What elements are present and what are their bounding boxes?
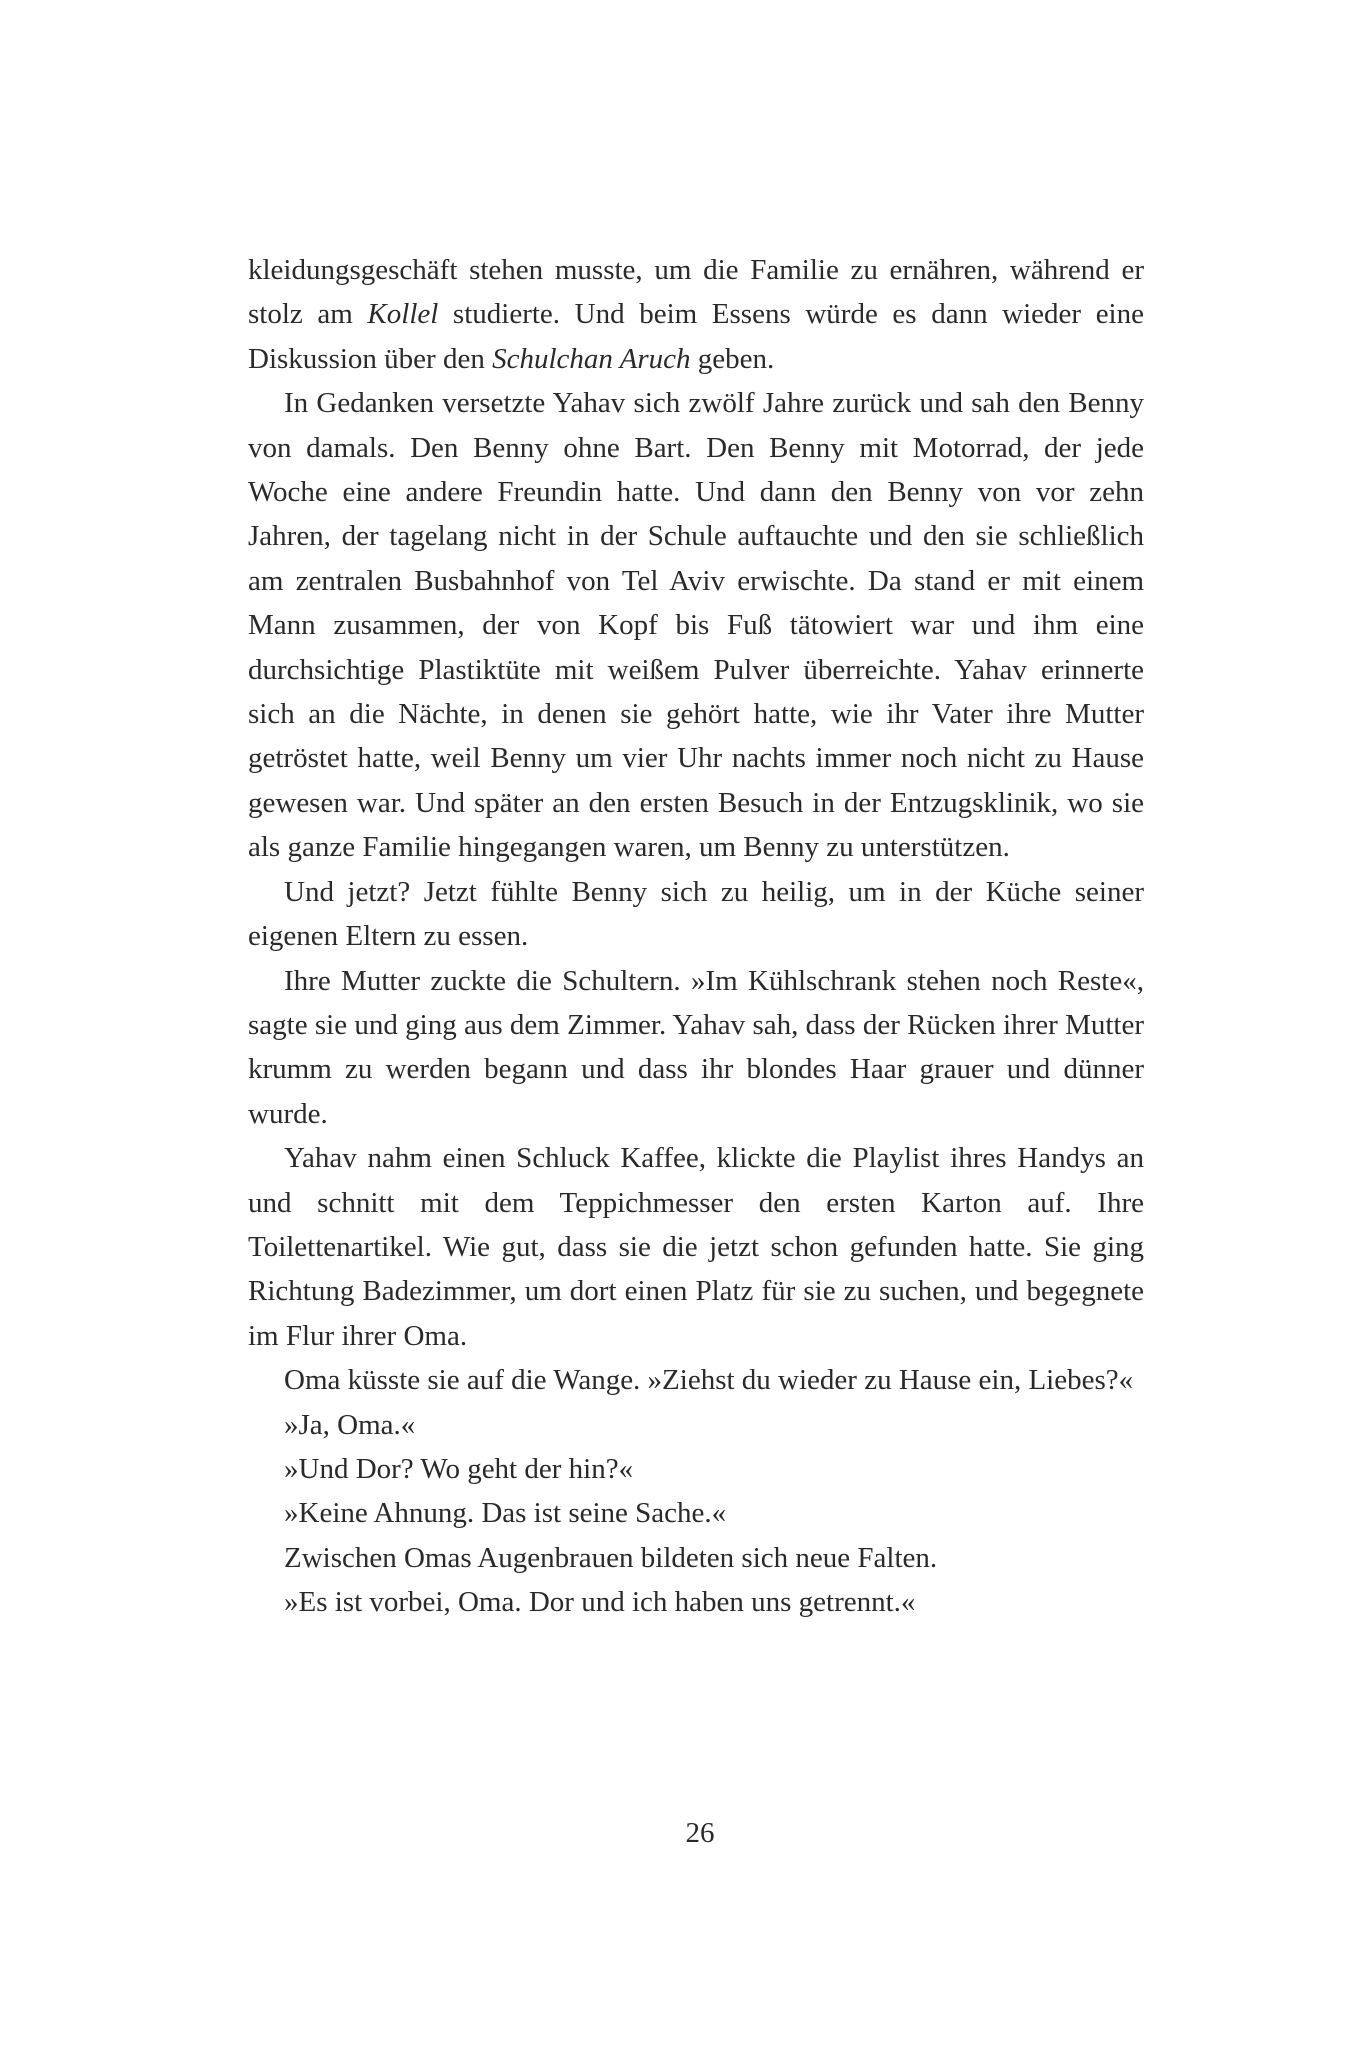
text-segment: Oma küsste sie auf die Wange. »Ziehst du wieder zu Hause ein, Liebes?« — [284, 1364, 1134, 1397]
body-text — [248, 248, 1144, 1625]
text-segment: Zwischen Omas Augenbrauen bildeten sich neue Falten. — [284, 1541, 938, 1574]
paragraph-5 — [248, 1136, 1144, 1358]
paragraph-3 — [248, 870, 1144, 959]
text-segment: kleidungsgeschäft stehen musste, um die Familie zu ernähren, während er stolz am — [248, 254, 1144, 331]
paragraph-4 — [248, 959, 1144, 1137]
text-segment: »Es ist vorbei, Oma. Dor und ich haben uns getrennt.« — [284, 1586, 916, 1619]
text-segment: »Und Dor? Wo geht der hin?« — [284, 1452, 634, 1485]
paragraph-8 — [248, 1447, 1144, 1491]
text-segment: In Gedanken versetzte Yahav sich zwölf Jahre zurück und sah den Benny von damals. Den Benny ohne Bart. Den Benny mit Motorrad, der jede Woche eine andere Freundin hatte. Und dann den Benny von vor zehn Jahren, der tagelang nicht in der Schule auftauchte und den sie schließlich am zentralen Busbahnhof von Tel Aviv erwischte. Da stand er mit einem Mann zusammen, der von Kopf bis Fuß tätowiert war und ihm eine durchsichtige Plastiktüte mit weißem Pulver überreichte. Yahav erinnerte sich an die Nächte, in denen sie gehört hatte, wie ihr Vater ihre Mutter getröstet hatte, weil Benny um vier Uhr nachts immer noch nicht zu Hause gewesen war. Und später an den ersten Besuch in der Entzugsklinik, wo sie als ganze Familie hingegangen waren, um Benny zu unterstützen. — [248, 387, 1144, 864]
paragraph-11 — [248, 1580, 1144, 1624]
text-segment: studierte. Und beim Essens würde es dann wieder eine Diskussion über den — [248, 298, 1144, 375]
text-segment: Und jetzt? Jetzt fühlte Benny sich zu heilig, um in der Küche seiner eigenen Eltern zu essen. — [248, 875, 1144, 953]
text-segment: »Ja, Oma.« — [284, 1408, 416, 1441]
paragraph-9 — [248, 1491, 1144, 1535]
text-segment: geben. — [690, 342, 775, 375]
page-number: 26 — [685, 1817, 715, 1849]
text-segment: Ihre Mutter zuckte die Schultern. »Im Kühlschrank stehen noch Reste«, sagte sie und ging aus dem Zimmer. Yahav sah, dass der Rücken ihrer Mutter krumm zu werden begann und dass ihr blondes Haar grauer und dünner wurde. — [248, 964, 1144, 1130]
text-segment: Yahav nahm einen Schluck Kaffee, klickte die Playlist ihres Handys an und schnitt mit dem Teppichmesser den ersten Karton auf. Ihre Toilettenartikel. Wie gut, dass sie die jetzt schon gefunden hatte. Sie ging Richtung Badezimmer, um dort einen Platz für sie zu suchen, und begegnete im Flur ihrer Oma. — [248, 1142, 1144, 1352]
paragraph-7 — [248, 1403, 1144, 1447]
italic-term-schulchan-aruch: Schulchan Aruch — [492, 342, 691, 375]
paragraph-10 — [248, 1536, 1144, 1580]
italic-term-kollel: Kollel — [367, 298, 439, 331]
paragraph-1 — [248, 248, 1144, 381]
text-segment: »Keine Ahnung. Das ist seine Sache.« — [284, 1497, 727, 1530]
paragraph-6 — [248, 1358, 1144, 1402]
paragraph-2 — [248, 381, 1144, 869]
